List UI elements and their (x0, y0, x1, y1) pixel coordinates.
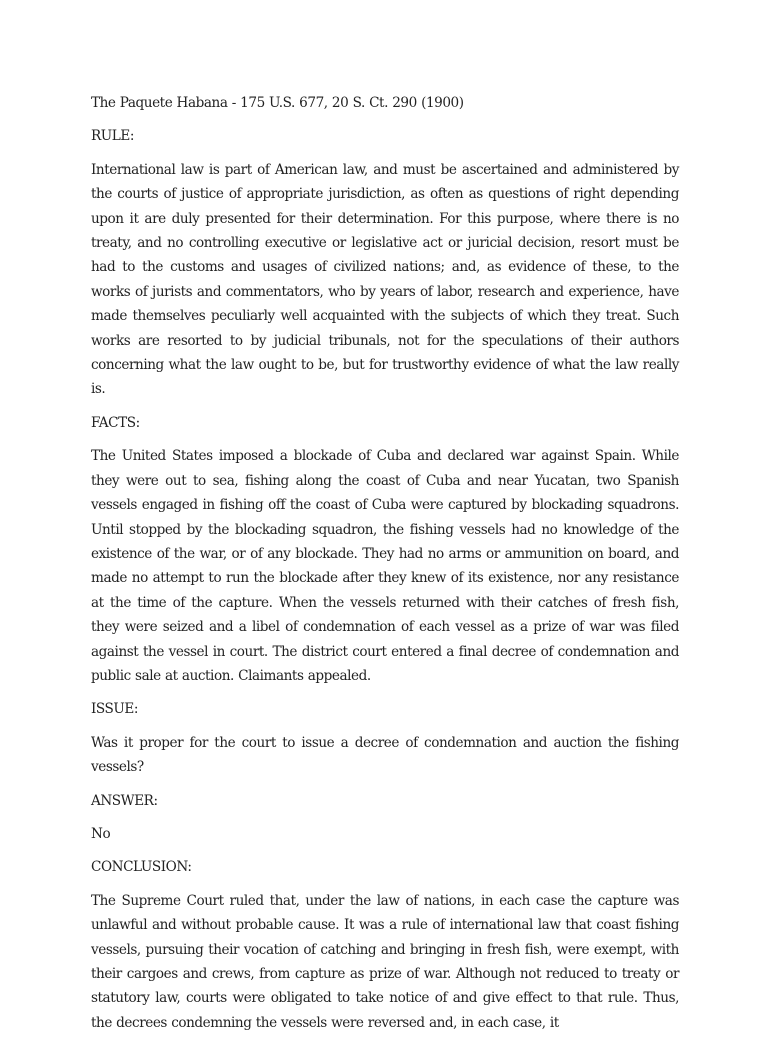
conclusion-heading: CONCLUSION: (91, 859, 192, 876)
conclusion-paragraph: The Supreme Court ruled that, under the law of nations, in each case the capture was unlawful and without probable cause. It was a rule of international law that coast fishing vessels, pursuing their vocation of catching and bringing in fresh fish, were exempt, with their cargoes and crews, from capture as prize of war. Although not reduced to treaty or statutory law, courts were obligated to take notice of and give effect to that rule. Thus, the decrees condemning the vessels were reversed and, in each case, it (91, 892, 679, 1031)
rule-paragraph: International law is part of American law, and must be ascertained and administered by the courts of justice of appropriate jurisdiction, as often as questions of right depending upon it are duly presented for their determination. For this purpose, where there is no treaty, and no controlling executive or legislative act or juricial decision, resort must be had to the customs and usages of civilized nations; and, as evidence of these, to the works of jurists and commentators, who by years of labor, research and experience, have made themselves peculiarly well acquainted with the subjects of which they treat. Such works are resorted to by judicial tribunals, not for the speculations of their authors concerning what the law ought to be, but for trustworthy evidence of what the law really is. (91, 161, 679, 398)
facts-heading: FACTS: (91, 414, 140, 431)
facts-paragraph: The United States imposed a blockade of Cuba and declared war against Spain. While they were out to sea, fishing along the coast of Cuba and near Yucatan, two Spanish vessels engaged in fishing off the coast of Cuba were captured by blockading squadrons. Until stopped by the blockading squadron, the fishing vessels had no knowledge of the existence of the war, or of any blockade. They had no arms or ammunition on board, and made no attempt to run the blockade after they knew of its existence, nor any resistance at the time of the capture. When the vessels returned with their catches of fresh fish, they were seized and a libel of condemnation of each vessel as a prize of war was filed against the vessel in court. The district court entered a final decree of condemnation and public sale at auction. Claimants appealed. (91, 448, 679, 684)
document-body (91, 91, 679, 1044)
rule-heading: RULE: (91, 128, 134, 145)
issue-paragraph: Was it proper for the court to issue a decree of condemnation and auction the fishing vessels? (91, 734, 679, 776)
case-title: The Paquete Habana - 175 U.S. 677, 20 S. Ct. 290 (1900) (91, 95, 464, 111)
answer-text: No (91, 825, 111, 842)
issue-heading: ISSUE: (91, 701, 139, 718)
answer-heading: ANSWER: (91, 792, 158, 809)
